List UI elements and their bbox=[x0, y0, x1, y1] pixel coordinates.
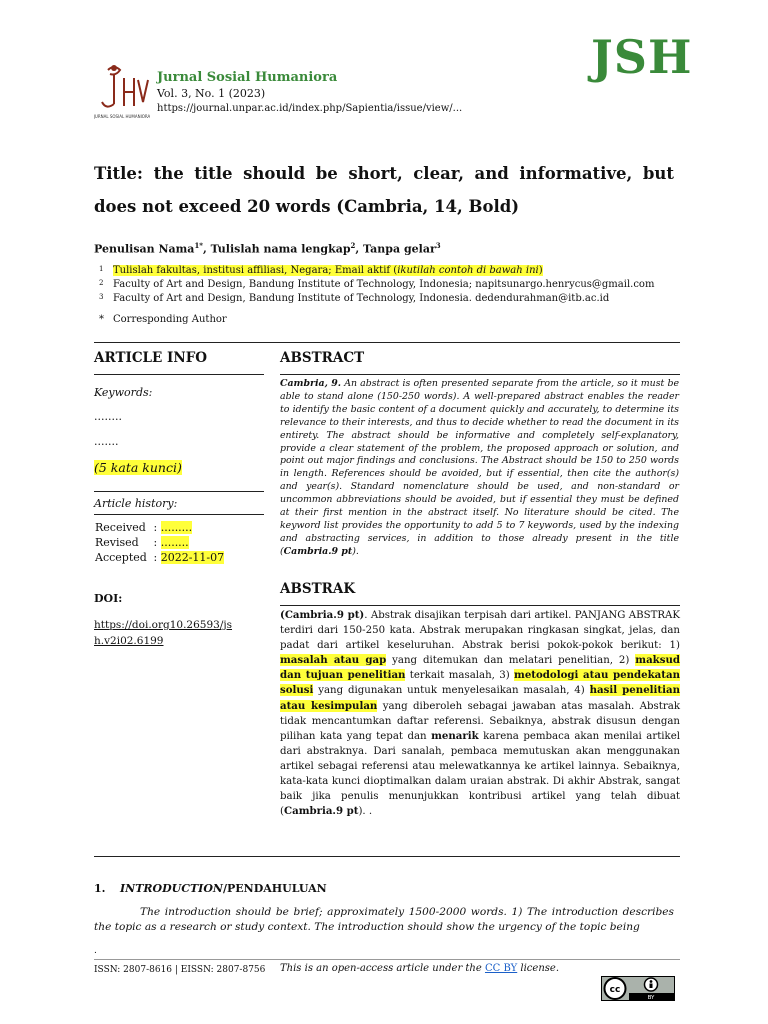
abstrak-heading: ABSTRAK bbox=[280, 581, 356, 597]
cc-icon: cc bbox=[609, 985, 621, 995]
keyword-2: ....... bbox=[94, 435, 119, 448]
abstrak-text: (Cambria.9 pt). Abstrak disajikan terpisah dari artikel. PANJANG ABSTRAK terdiri dari 150-250 kata. Abstrak merupakan ringkasan singkat, jelas, dan padat dari artikel keseluruhan. Abstrak berisi pokok-pokok berikut: 1) masalah atau gap yang ditemukan dan melatari penelitian, 2) maksud dan tujuan penelitian terkait masalah, 3) metodologi atau pendekatan solusi yang digunakan untuk menyelesaikan masalah, 4) hasil penelitian atau kesimpulan yang diberoleh sebagai jawaban atas masalah. Abstrak tidak mencantumkan daftar referensi. Sebaiknya, abstrak disusun dengan pilihan kata yang tepat dan menarik karena pembaca akan menilai artikel dari abstraknya. Dari sanalah, pembaca memutuskan akan menggunakan artikel sebagai referensi atau melewatkannya ke artikel lainnya. Sebaiknya, kata-kata kunci dioptimalkan dalam uraian abstrak. Di akhir Abstrak, sangat baik jika penulis menunjukkan kontribusi artikel yang telah dibuat (Cambria.9 pt). . bbox=[280, 609, 681, 818]
keyword-1: ........ bbox=[94, 410, 122, 423]
history-rule-top bbox=[94, 491, 264, 492]
doi-label: DOI: bbox=[94, 592, 123, 605]
author-2: , Tulislah nama lengkap bbox=[202, 242, 351, 256]
history-accepted: Accepted : 2022-11-07 bbox=[95, 551, 225, 564]
intro-heading-rest: /PENDAHULUAN bbox=[222, 882, 327, 895]
keyword-note: (5 kata kunci) bbox=[94, 460, 182, 475]
paper-title: Title: the title should be short, clear, and informative, but does not exceed 20 words (Cambria, 14, Bold) bbox=[94, 164, 674, 216]
corresponding-text: Corresponding Author bbox=[113, 314, 227, 325]
footer-license: This is an open-access article under the CC BY license. bbox=[280, 963, 559, 974]
journal-mark: JSH bbox=[591, 30, 693, 84]
doi-link[interactable]: https://doi.org10.26593/jsh.v2i02.6199 bbox=[94, 619, 233, 647]
footer-rule bbox=[94, 959, 680, 960]
info-rule bbox=[94, 374, 264, 375]
intro-heading-italic: INTRODUCTION bbox=[120, 882, 223, 895]
footer-issn: ISSN: 2807-8616 | EISSN: 2807-8756 bbox=[94, 965, 266, 975]
affiliation-2 bbox=[99, 279, 654, 290]
abstract-text: Cambria, 9. An abstract is often presented separate from the article, so it must be able to stand alone (150-250 words). A well-prepared abstract enables the reader to identify the basic content of a document quickly and accurately, to determine its relevance to their interests, and thus to decide whether to read the document in its entirety. The abstract should be informative and completely self-explanatory, provide a clear statement of the problem, the proposed approach or solution, and point out major findings and conclusions. The Abstract should be 150 to 250 words in length. References should be avoided, but if essential, then cite the author(s) and year(s). Standard nomenclature should be used, and non-standard or uncommon abbreviations should be avoided, but if essential they must be defined at their first mention in the abstract itself. No literature should be cited. The keyword list provides the opportunity to add 5 to 7 keywords, used by the indexing and abstracting services, in addition to those already present in the title (Cambria.9 pt). bbox=[280, 378, 679, 557]
journal-name: Jurnal Sosial Humaniora bbox=[157, 70, 338, 85]
affiliation-1 bbox=[99, 265, 543, 276]
bottom-rule bbox=[94, 856, 680, 857]
author-list bbox=[94, 241, 441, 256]
affiliation-text: Faculty of Art and Design, Bandung Institute of Technology, Indonesia; napitsunargo.henrycus@gmail.com bbox=[113, 279, 655, 290]
top-rule bbox=[94, 342, 680, 343]
history-revised: Revised : ........ bbox=[95, 536, 189, 549]
history-rule-bottom bbox=[94, 514, 264, 515]
history-label-revised: Revised bbox=[95, 536, 139, 549]
logo-caption: JURNAL SOSIAL HUMANIORA bbox=[94, 114, 150, 119]
author-1: Penulisan Nama bbox=[94, 242, 195, 256]
history-received: Received : ......... bbox=[95, 521, 193, 534]
license-link[interactable]: CC BY bbox=[484, 963, 518, 974]
author-2-sup: 2 bbox=[350, 241, 356, 250]
abstrak-rule bbox=[280, 605, 680, 606]
corresponding-note bbox=[99, 314, 227, 325]
history-label: Article history: bbox=[94, 497, 178, 510]
article-info-heading: ARTICLE INFO bbox=[94, 350, 208, 366]
affiliation-3 bbox=[99, 293, 609, 304]
journal-url[interactable]: https://journal.unpar.ac.id/index.php/Sapientia/issue/view/... bbox=[157, 103, 463, 114]
author-3: , Tanpa gelar bbox=[355, 242, 436, 256]
abstract-rule bbox=[280, 374, 680, 375]
keywords-label: Keywords: bbox=[94, 386, 153, 399]
stray-dot: . bbox=[94, 946, 97, 956]
affiliation-text: Faculty of Art and Design, Bandung Institute of Technology, Indonesia. dedendurahman@itb.ac.id bbox=[113, 293, 610, 304]
history-value-accepted: 2022-11-07 bbox=[160, 551, 225, 564]
affiliation-text: Tulislah fakultas, institusi affiliasi, Negara; Email aktif (ikutilah contoh di bawah ini) bbox=[113, 265, 543, 276]
history-value-received: ......... bbox=[160, 521, 193, 534]
journal-volume: Vol. 3, No. 1 (2023) bbox=[157, 87, 266, 100]
history-label-accepted: Accepted bbox=[95, 551, 147, 564]
intro-text: The introduction should be brief; approximately 1500-2000 words. 1) The introduction describes the topic as a research or study context. The introduction should show the urgency of the topic being bbox=[94, 906, 674, 933]
intro-number: 1. bbox=[94, 882, 106, 895]
affiliation-number: 1 bbox=[99, 265, 104, 273]
abstract-heading: ABSTRACT bbox=[280, 350, 365, 366]
intro-heading bbox=[94, 882, 327, 895]
author-3-sup: 3 bbox=[435, 241, 441, 250]
by-label: BY bbox=[647, 995, 655, 1001]
author-1-sup: 1* bbox=[194, 241, 203, 250]
journal-logo bbox=[94, 62, 150, 122]
cc-by-badge bbox=[601, 976, 675, 1001]
affiliation-number: 2 bbox=[99, 279, 104, 287]
affiliation-number: 3 bbox=[99, 293, 104, 301]
asterisk: * bbox=[99, 314, 104, 325]
history-value-revised: ........ bbox=[160, 536, 189, 549]
history-label-received: Received bbox=[95, 521, 146, 534]
